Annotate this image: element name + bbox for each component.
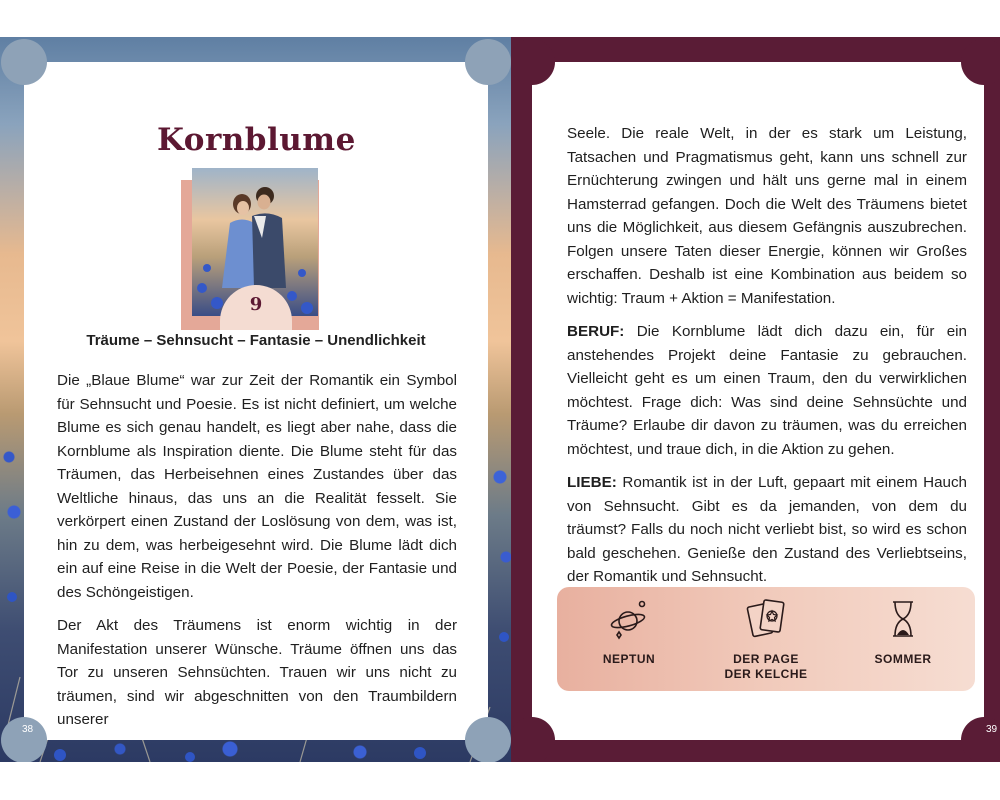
book-spread [0, 37, 1000, 762]
planet-icon [609, 597, 649, 641]
paragraph: Der Akt des Träumens ist enorm wichtig in der Manifestation unserer Wünsche. Träume öffnen uns das Tor zu unseren Sehnsüchten. Trauen wir uns nicht zu träumen, sind wir abgeschnitten von den Traumbildern unserer [57, 617, 457, 728]
left-page [0, 37, 511, 762]
association-label: SOMMER [874, 652, 932, 666]
paragraph-liebe [567, 471, 967, 589]
left-body-text [57, 369, 457, 742]
hourglass-icon [883, 597, 923, 641]
association-sommer [833, 587, 973, 691]
right-body-text [567, 122, 967, 599]
corner-notch [465, 717, 511, 762]
page-number-right: 39 [986, 724, 998, 735]
corner-notch [511, 39, 555, 85]
beruf-text: Die Kornblume lädt dich dazu ein, für ein anstehendes Projekt deine Fantasie zu gebrauchen. Vielleicht geht es um einen Traum, den du verwirklichen möchtest. Frage dich: Was sind deine Sehnsüchte und Träume? Erlaube dir davon zu träumen, was du erreichen möchtest, und traue dich, in die Aktion zu gehen. [567, 323, 967, 458]
associations-box [557, 587, 975, 691]
association-neptun [559, 587, 699, 691]
paragraph: Die „Blaue Blume“ war zur Zeit der Romantik ein Symbol für Sehnsucht und Poesie. Es ist nicht definiert, um welche Blume es sich genau handelt, es liegt aber nahe, dass die Kornblume als Inspiration diente. Die Blume steht für das Träumen, das Herbeisehnen eines Zustandes über das Weltliche hinaus, das uns an die Realität fesselt. Sie verkörpert einen Zustand der Loslösung von dem, was ist, hin zu dem, was herbeigesehnt wird. Die Blume lädt dich ein auf eine Reise in die Welt der Poesie, der Fantasie und des Schöngeistigen. [57, 372, 457, 601]
right-page [511, 37, 1000, 762]
association-label: NEPTUN [602, 652, 656, 666]
card-title: Kornblume [156, 122, 356, 158]
keywords-line: Träume – Sehnsucht – Fantasie – Unendlichkeit [86, 332, 426, 349]
right-content-card [532, 62, 984, 740]
paragraph-beruf [567, 320, 967, 461]
corner-notch [961, 39, 1000, 85]
liebe-label: LIEBE: [567, 474, 617, 491]
association-label: DER PAGE DER KELCHE [724, 652, 808, 681]
left-content-card [24, 62, 488, 740]
association-page-der-kelche [696, 587, 836, 691]
corner-notch [511, 717, 555, 762]
tarot-cards-icon [746, 597, 788, 641]
corner-notch [1, 39, 47, 85]
liebe-text: Romantik ist in der Luft, gepaart mit einem Hauch von Sehnsucht. Gibt es da jemanden, von dem du träumst? Falls du noch nicht verliebt bist, so wird es schon bald geschehen. Genieße den Zustand des Verliebtseins, der Romantik und Sehnsucht. [567, 474, 967, 585]
paragraph-intro: Seele. Die reale Welt, in der es stark um Leistung, Tatsachen und Pragmatismus geht, kann uns schnell zur Ernüchterung zwingen und hält uns gerne mal in einem Hamsterrad gefangen. Doch die Welt des Träumens bietet uns die Möglichkeit, aus diesem Gefängnis auszubrechen. Folgen unsere Taten dieser Energie, können wir Großes erschaffen. Deshalb ist eine Kombination aus beidem so wichtig: Traum + Aktion = Manifestation. [567, 125, 967, 307]
beruf-label: BERUF: [567, 323, 625, 340]
page-number-left: 38 [22, 724, 34, 735]
card-number: 9 [249, 294, 263, 315]
corner-notch [465, 39, 511, 85]
